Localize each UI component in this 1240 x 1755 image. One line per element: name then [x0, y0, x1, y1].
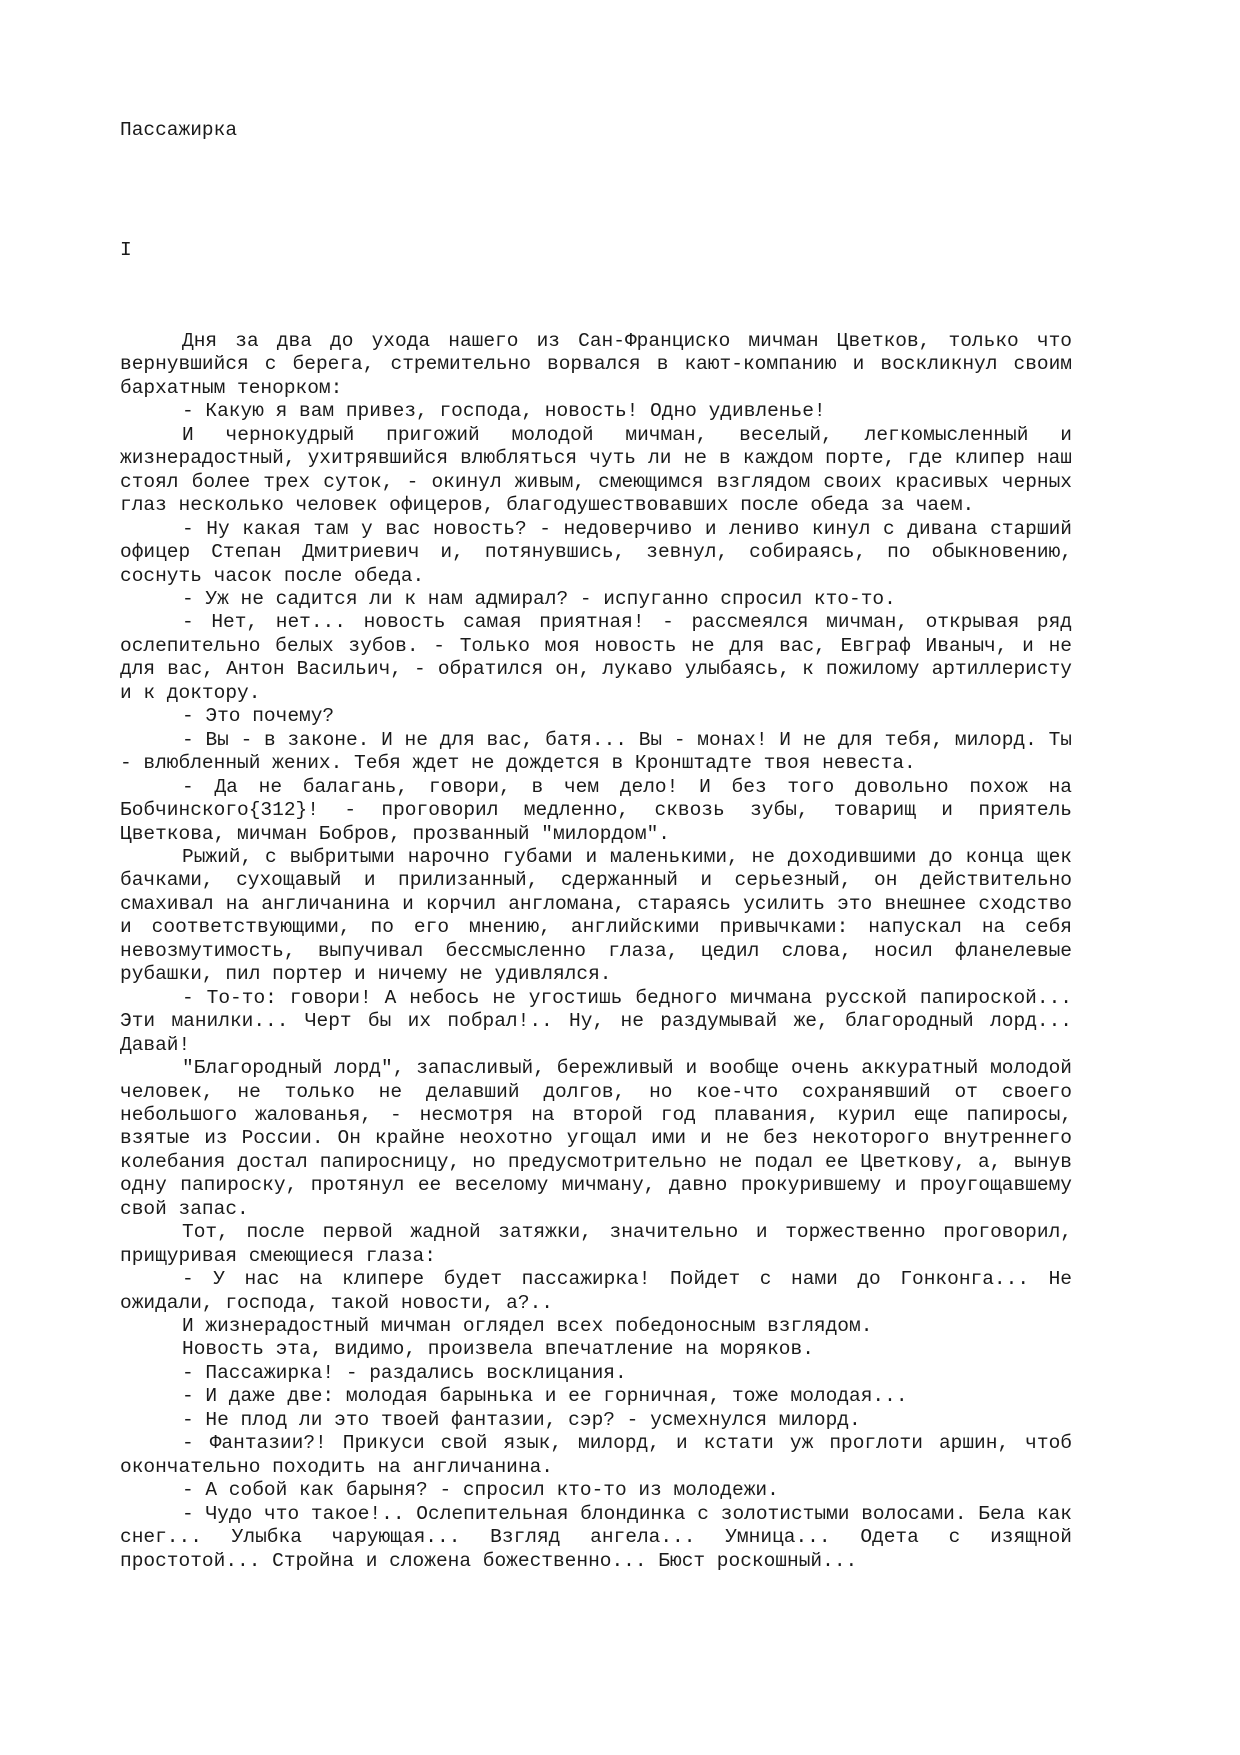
- paragraph: Тот, после первой жадной затяжки, значительно и торжественно проговорил, прищуривая смеющиеся глаза:: [120, 1221, 1072, 1267]
- paragraph: - Вы - в законе. И не для вас, батя... Вы - монах! И не для тебя, милорд. Ты - влюбленный жених. Тебя ждет не дождется в Кронштадте твоя невеста.: [120, 728, 1072, 775]
- paragraph: - Это почему?: [182, 705, 335, 728]
- paragraph: - Чудо что такое!.. Ослепительная блондинка с золотистыми волосами. Бела как снег... Улыбка чарующая... Взгляд ангела... Умница... Одета с изящной простотой... Стройна и сложена божественно... Бюст роскошный...: [120, 1502, 1072, 1572]
- paragraph: "Благородный лорд", запасливый, бережливый и вообще очень аккуратный молодой человек, не только не делавший долгов, но кое-что сохранявший от своего небольшого жалованья, - несмотря на второй год плавания, курил еще папиросы, взятые из России. Он крайне неохотно угощал ими и не без некоторого внутреннего колебания достал папиросницу, но предусмотрительно не подал ее Цветкову, а, вынув одну папироску, протянул ее веселому мичману, давно прокурившему и проугощавшему свой запас.: [120, 1057, 1072, 1220]
- paragraph: Новость эта, видимо, произвела впечатление на моряков.: [182, 1338, 814, 1361]
- paragraph: - У нас на клипере будет пассажирка! Пойдет с нами до Гонконга... Не ожидали, господа, такой новости, а?..: [120, 1268, 1072, 1314]
- paragraph: - Какую я вам привез, господа, новость! Одно удивленье!: [182, 400, 826, 423]
- document-title: Пассажирка: [120, 119, 238, 141]
- paragraph: - А собой как барыня? - спросил кто-то из молодежи.: [182, 1479, 779, 1502]
- paragraph: - Уж не садится ли к нам адмирал? - испуганно спросил кто-то.: [182, 587, 896, 610]
- paragraph: - Нет, нет... новость самая приятная! - рассмеялся мичман, открывая ряд ослепительно белых зубов. - Только моя новость не для вас, Евграф Иваныч, и не для вас, Антон Васильич, - обратился он, лукаво улыбаясь, к пожилому артиллеристу и к доктору.: [120, 611, 1072, 704]
- paragraph: - Пассажирка! - раздались восклицания.: [182, 1361, 627, 1384]
- paragraph: - И даже две: молодая барынька и ее горничная, тоже молодая...: [182, 1385, 908, 1408]
- paragraph: И жизнерадостный мичман оглядел всех победоносным взглядом.: [182, 1315, 873, 1338]
- paragraph: - Фантазии?! Прикуси свой язык, милорд, и кстати уж проглоти аршин, чтоб окончательно походить на англичанина.: [120, 1432, 1072, 1478]
- paragraph: - Ну какая там у вас новость? - недоверчиво и лениво кинул с дивана старший офицер Степан Дмитриевич и, потянувшись, зевнул, собираясь, по обыкновению, соснуть часок после обеда.: [120, 517, 1072, 587]
- paragraph: - Не плод ли это твоей фантазии, сэр? - усмехнулся милорд.: [182, 1408, 861, 1431]
- paragraph: - Да не балагань, говори, в чем дело! И без того довольно похож на Бобчинского{312}! - проговорил медленно, сквозь зубы, товарищ и приятель Цветкова, мичман Бобров, прозванный "милордом".: [120, 775, 1072, 845]
- paragraph: И чернокудрый пригожий молодой мичман, веселый, легкомысленный и жизнерадостный, ухитрявшийся влюбляться чуть ли не в каждом порте, где клипер наш стоял более трех суток, - окинул живым, смеющимся взглядом своих красивых черных глаз несколько человек офицеров, благодушествовавших после обеда за чаем.: [120, 423, 1072, 517]
- paragraph: Дня за два до ухода нашего из Сан-Франциско мичман Цветков, только что вернувшийся с берега, стремительно ворвался в кают-компанию и воскликнул своим бархатным тенорком:: [120, 330, 1072, 399]
- paragraph: Рыжий, с выбритыми нарочно губами и маленькими, не доходившими до конца щек бачками, сухощавый и прилизанный, сдержанный и серьезный, он действительно смахивал на англичанина и корчил англомана, стараясь усилить это внешнее сходство и соответствующими, по его мнению, английскими привычками: напускал на себя невозмутимость, выпучивал бессмысленно глаза, цедил слова, носил фланелевые рубашки, пил портер и ничему не удивлялся.: [120, 845, 1072, 986]
- body-text: [120, 330, 1072, 1573]
- chapter-heading: I: [120, 239, 132, 261]
- paragraph: - То-то: говори! А небось не угостишь бедного мичмана русской папироской... Эти манилки... Черт бы их побрал!.. Ну, не раздумывай же, благородный лорд... Давай!: [120, 986, 1072, 1056]
